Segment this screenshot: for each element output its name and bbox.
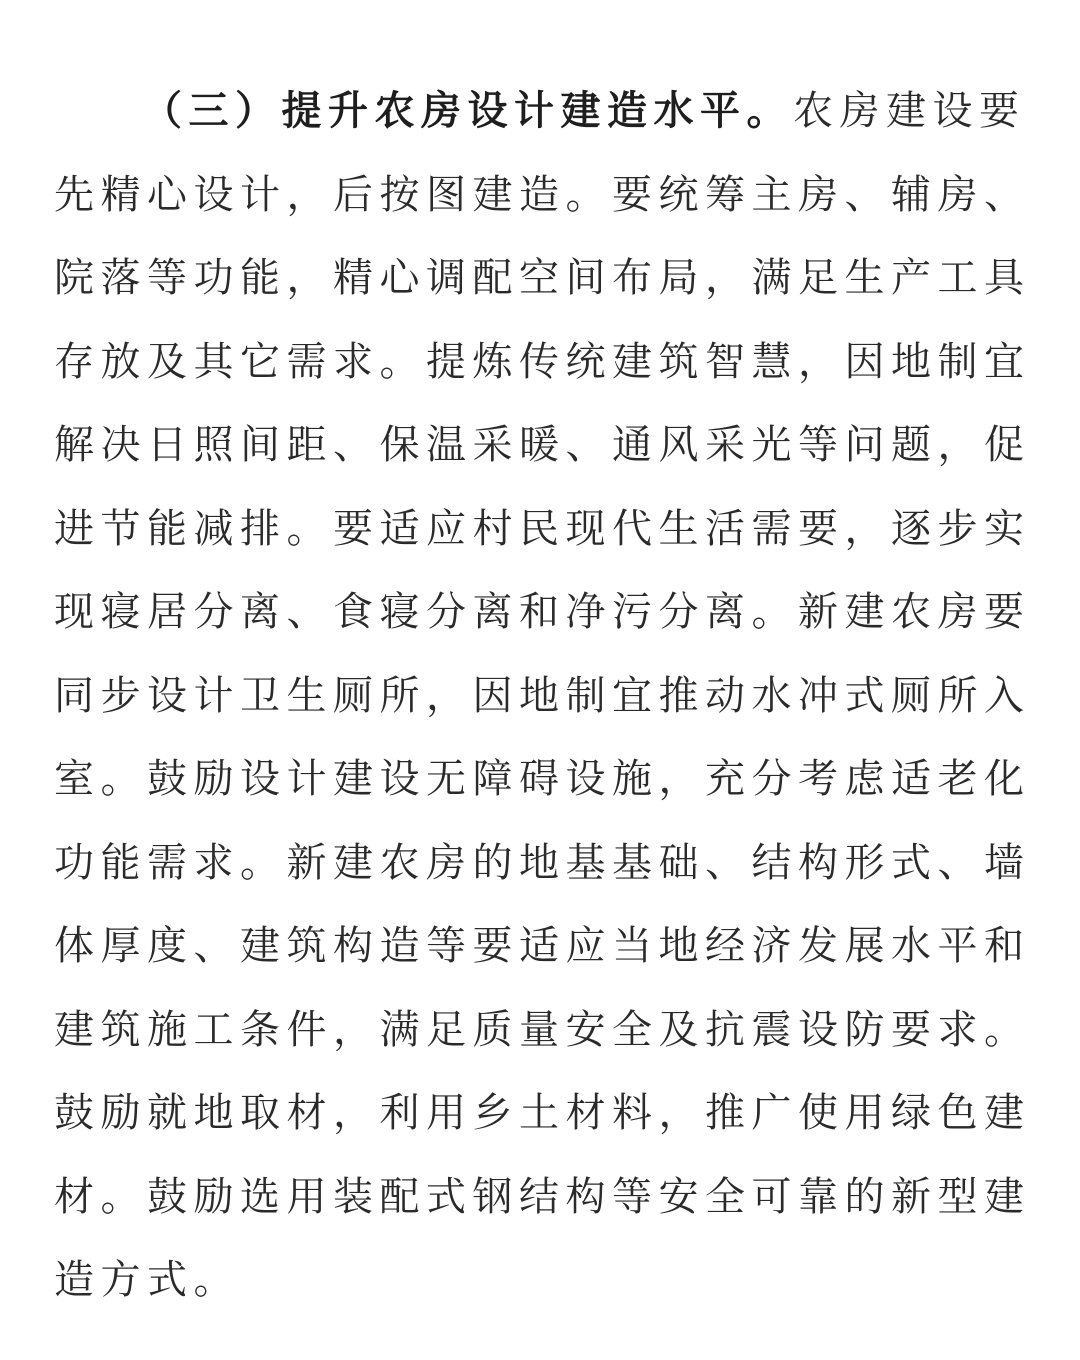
paragraph-line-1	[54, 70, 1034, 154]
paragraph-line-14: 材。鼓励选用装配式钢结构等安全可靠的新型建	[54, 1173, 1031, 1220]
paragraph-farmhouse-design	[54, 70, 1034, 1323]
paragraph-line-7: 现寝居分离、食寝分离和净污分离。新建农房要	[54, 589, 1031, 635]
section-heading: （三）提升农房设计建造水平。	[142, 88, 793, 134]
paragraph-line-11: 体厚度、建筑构造等要适应当地经济发展水平和	[54, 923, 1031, 969]
paragraph-line-3: 院落等功能，精心调配空间布局，满足生产工具	[54, 255, 1031, 301]
paragraph-line-4: 存放及其它需求。提炼传统建筑智慧，因地制宜	[54, 338, 1031, 385]
paragraph-line-13: 鼓励就地取材，利用乡土材料，推广使用绿色建	[54, 1090, 1031, 1136]
paragraph-line-2: 先精心设计，后按图建造。要统筹主房、辅房、	[54, 171, 1031, 218]
paragraph-line-12: 建筑施工条件，满足质量安全及抗震设防要求。	[54, 1006, 1031, 1053]
paragraph-line-9: 室。鼓励设计建设无障碍设施，充分考虑适老化	[54, 756, 1031, 802]
paragraph-line-8: 同步设计卫生厕所，因地制宜推动水冲式厕所入	[54, 672, 1031, 719]
paragraph-line-6: 进节能减排。要适应村民现代生活需要，逐步实	[54, 505, 1031, 552]
line-text: 农房建设要	[793, 88, 1026, 134]
paragraph-line-5: 解决日照间距、保温采暖、通风采光等问题，促	[54, 422, 1031, 468]
paragraph-line-15: 造方式。	[54, 1257, 240, 1303]
paragraph-line-10: 功能需求。新建农房的地基基础、结构形式、墙	[54, 839, 1031, 886]
